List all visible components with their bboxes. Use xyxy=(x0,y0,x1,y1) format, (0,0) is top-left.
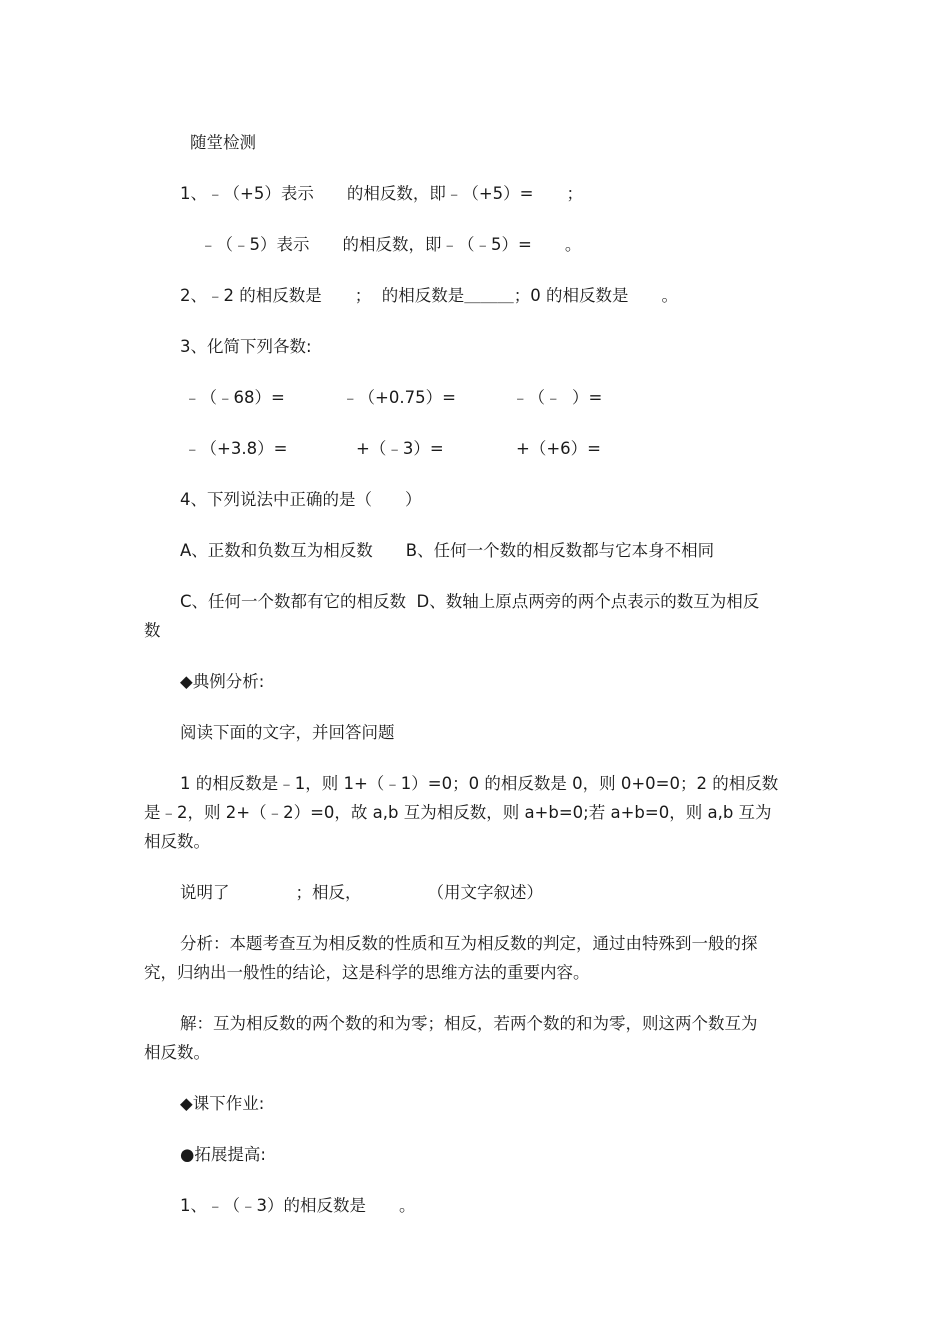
question-3-expr: +（+6）= xyxy=(516,439,601,458)
example-solution: 解：互为相反数的两个数的和为零；相反，若两个数的和为零，则这两个数互为 xyxy=(180,1014,758,1033)
question-1-line-1: 1、﹣（+5）表示 的相反数，即﹣（+5）= ； xyxy=(180,184,583,203)
question-1-line-2: ﹣（﹣5）表示 的相反数，即﹣（﹣5）= 。 xyxy=(200,235,582,254)
question-3-expr: ﹣（﹣68）= xyxy=(184,388,285,407)
example-question: 说明了 ；相反， （用文字叙述） xyxy=(180,883,543,902)
question-4-options-ab: A、正数和负数互为相反数 B、任何一个数的相反数都与它本身不相同 xyxy=(180,541,715,560)
example-analysis: 究，归纳出一般性的结论，这是科学的思维方法的重要内容。 xyxy=(144,963,590,982)
homework-heading: ◆课下作业: xyxy=(180,1094,265,1113)
homework-item-1: 1、﹣（﹣3）的相反数是 。 xyxy=(180,1196,416,1215)
question-3-title: 3、化简下列各数: xyxy=(180,337,312,356)
question-4-title: 4、下列说法中正确的是（ ） xyxy=(180,490,422,509)
example-heading: ◆典例分析: xyxy=(180,672,265,691)
question-3-expr: +（﹣3）= xyxy=(356,439,444,458)
example-prompt: 阅读下面的文字，并回答问题 xyxy=(180,723,395,742)
question-4-options-cd: C、任何一个数都有它的相反数 D、数轴上原点两旁的两个点表示的数互为相反 xyxy=(180,592,760,611)
example-paragraph: 1 的相反数是﹣1，则 1+（﹣1）=0；0 的相反数是 0，则 0+0=0；2 的相反数 xyxy=(180,774,779,793)
example-paragraph: 是﹣2，则 2+（﹣2）=0，故 a,b 互为相反数，则 a+b=0;若 a+b=0，则 a,b 互为 xyxy=(144,803,772,822)
section-heading: 随堂检测 xyxy=(190,133,256,152)
question-3-expr: ﹣（﹣ ）= xyxy=(512,388,603,407)
homework-subheading: ●拓展提高: xyxy=(180,1145,266,1164)
question-3-expr: ﹣（+3.8）= xyxy=(184,439,288,458)
example-solution: 相反数。 xyxy=(144,1043,210,1062)
question-4-options-cd-cont: 数 xyxy=(144,621,161,640)
question-2: 2、﹣2 的相反数是 ； 的相反数是＿＿＿；0 的相反数是 。 xyxy=(180,286,678,305)
example-analysis: 分析：本题考查互为相反数的性质和互为相反数的判定，通过由特殊到一般的探 xyxy=(180,934,758,953)
example-paragraph: 相反数。 xyxy=(144,832,210,851)
question-3-expr: ﹣（+0.75）= xyxy=(342,388,456,407)
